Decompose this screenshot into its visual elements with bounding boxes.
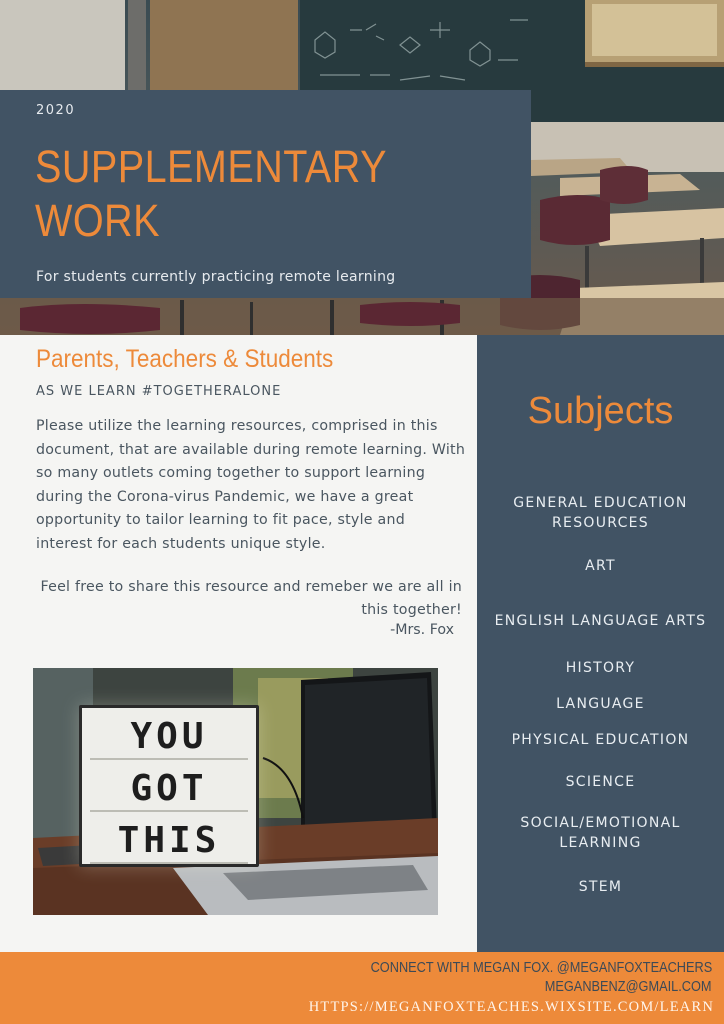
subject-general-education: GENERAL EDUCATION RESOURCES	[513, 495, 688, 531]
subtitle: For students currently practicing remote learning	[36, 269, 396, 285]
main-title	[35, 140, 387, 248]
signature: -Mrs. Fox	[390, 622, 454, 638]
lightbox-sign	[79, 705, 259, 867]
subject-language: LANGUAGE	[556, 696, 645, 712]
year-label: 2020	[36, 103, 76, 118]
intro-heading: Parents, Teachers & Students	[36, 345, 334, 373]
subject-english-language-arts: ENGLISH LANGUAGE ARTS	[494, 613, 707, 629]
subject-art: ART	[585, 558, 616, 574]
footer-website: HTTPS://MEGANFOXTEACHES.WIXSITE.COM/LEARN	[308, 999, 714, 1015]
subject-history: HISTORY	[565, 660, 636, 676]
subject-social-emotional-learning: SOCIAL/EMOTIONAL LEARNING	[520, 815, 681, 851]
intro-subheading: AS WE LEARN #TOGETHERALONE	[36, 384, 282, 399]
lightbox-line: GOT	[90, 766, 248, 812]
lightbox-line: THIS	[90, 818, 248, 864]
lightbox-line: YOU	[90, 714, 248, 760]
subject-stem: STEM	[578, 879, 623, 895]
footer-email: MEGANBENZ@GMAIL.COM	[545, 979, 712, 995]
footer-connect: CONNECT WITH MEGAN FOX. @MEGANFOXTEACHERS	[370, 960, 712, 976]
title-line-1: SUPPLEMENTARY	[35, 141, 387, 192]
subject-science: SCIENCE	[565, 774, 636, 790]
subject-physical-education: PHYSICAL EDUCATION	[511, 732, 690, 748]
title-line-2: WORK	[35, 195, 160, 246]
share-note: Feel free to share this resource and remeber we are all in this together!	[40, 579, 462, 618]
intro-body: Please utilize the learning resources, comprised in this document, that are available during remote learning. With so many outlets coming together to support learning during the Corona-virus Pandemic, we have a great opportunity to tailor learning to fit pace, style and interest for each students unique style.	[36, 418, 466, 552]
you-got-this-photo	[33, 668, 438, 915]
subjects-heading: Subjects	[527, 390, 674, 432]
